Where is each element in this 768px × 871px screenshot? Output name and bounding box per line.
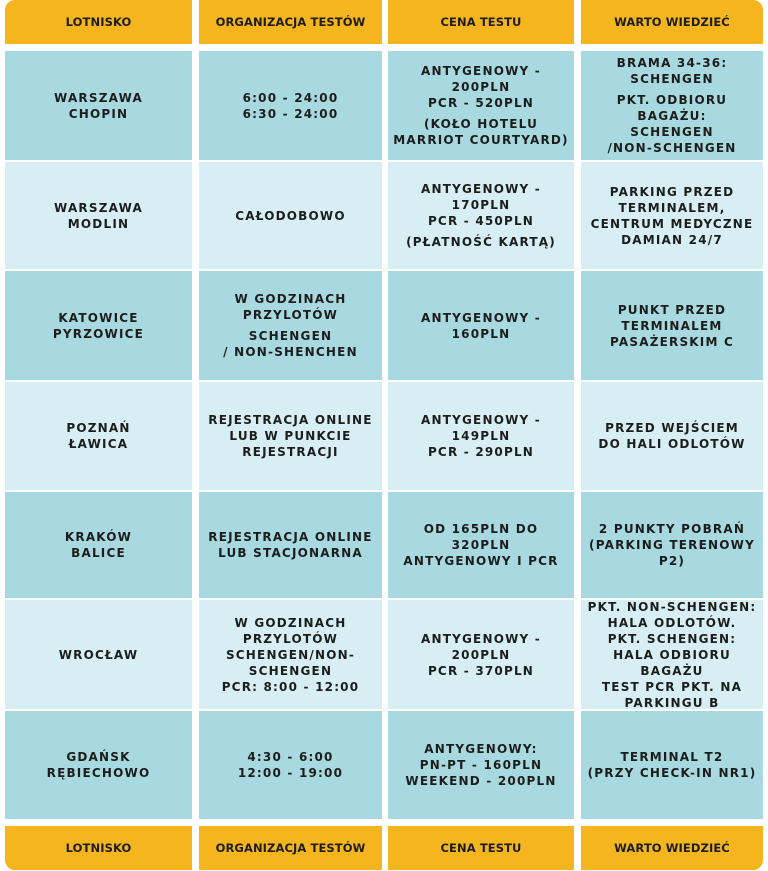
text-line: MARRIOT COURTYARD) bbox=[393, 133, 569, 147]
airport-cell bbox=[5, 271, 192, 380]
text-line: PCR - 450PLN bbox=[427, 214, 535, 228]
text-line: PCR - 290PLN bbox=[427, 445, 535, 459]
airport-name-line: GDAŃSK bbox=[66, 750, 131, 764]
airport-name-line: WROCŁAW bbox=[58, 647, 139, 662]
text-line: PCR: 8:00 - 12:00 bbox=[221, 679, 360, 694]
text-line: PKT. NON-SCHENGEN: bbox=[587, 599, 757, 614]
test-price-cell bbox=[388, 162, 574, 269]
good-to-know-cell bbox=[581, 492, 763, 598]
text-line: PKT. ODBIORU bbox=[616, 93, 728, 107]
text-block bbox=[588, 749, 757, 781]
text-line: TERMINALEM bbox=[621, 318, 723, 333]
text-block bbox=[607, 92, 736, 156]
text-line: ANTYGENOWY: bbox=[424, 742, 538, 756]
table-row bbox=[5, 711, 763, 819]
test-price-cell bbox=[388, 271, 574, 380]
text-line: BRAMA 34-36: bbox=[616, 56, 728, 70]
airport-name-line: WARSZAWA bbox=[54, 90, 143, 105]
test-organization-cell bbox=[199, 382, 382, 490]
airport-name-line: ŁAWICA bbox=[68, 437, 129, 451]
good-to-know-cell bbox=[581, 51, 763, 160]
test-organization-cell bbox=[199, 711, 382, 819]
text-line: ANTYGENOWY - 170PLN bbox=[421, 182, 541, 212]
airport-name-line: CHOPIN bbox=[68, 106, 129, 121]
text-block bbox=[392, 631, 570, 679]
text-line: 4:30 - 6:00 bbox=[247, 750, 334, 764]
text-line: CAŁODOBOWO bbox=[235, 208, 346, 223]
text-block bbox=[208, 529, 372, 561]
test-organization-cell bbox=[199, 162, 382, 269]
airport-cell bbox=[5, 600, 192, 709]
text-line: TERMINAL T2 bbox=[620, 750, 724, 764]
text-line: HALA ODBIORU BAGAŻU bbox=[613, 647, 731, 678]
airport-name-line: BALICE bbox=[71, 546, 126, 560]
text-line: 6:00 - 24:00 bbox=[242, 90, 339, 105]
table-row bbox=[5, 600, 763, 709]
text-block bbox=[392, 521, 570, 569]
text-line: TERMINALEM, bbox=[618, 200, 726, 215]
text-block bbox=[223, 328, 358, 360]
table-footer bbox=[5, 826, 763, 870]
text-block bbox=[235, 208, 346, 224]
airport-cell bbox=[5, 162, 192, 269]
header-test-price: CENA TESTU bbox=[388, 0, 574, 44]
text-line: /NON-SCHENGEN bbox=[607, 141, 737, 155]
text-line: REJESTRACJA ONLINE bbox=[208, 530, 373, 544]
test-organization-cell bbox=[199, 271, 382, 380]
text-line: PARKINGU B bbox=[624, 695, 720, 710]
text-line: OD 165PLN DO 320PLN bbox=[423, 522, 539, 552]
text-line: BAGAŻU: bbox=[637, 109, 707, 123]
airport-name-line: KRAKÓW bbox=[64, 530, 133, 544]
text-line: SCHENGEN bbox=[630, 72, 714, 86]
text-line: PUNKT PRZED bbox=[617, 302, 727, 317]
text-line: PASAŻERSKIM C bbox=[610, 334, 734, 349]
airport-name-line: RĘBIECHOWO bbox=[46, 766, 151, 780]
good-to-know-cell bbox=[581, 271, 763, 380]
footer-airport: LOTNISKO bbox=[5, 826, 192, 870]
text-line: 12:00 - 19:00 bbox=[237, 766, 344, 780]
table-row bbox=[5, 492, 763, 598]
text-line: HALA ODLOTÓW. bbox=[607, 615, 737, 630]
text-block bbox=[392, 181, 570, 229]
footer-good-to-know: WARTO WIEDZIEĆ bbox=[581, 826, 763, 870]
header-test-organization: ORGANIZACJA TESTÓW bbox=[199, 0, 382, 44]
text-line: WEEKEND - 200PLN bbox=[405, 774, 557, 788]
text-line: SCHENGEN bbox=[248, 329, 333, 343]
test-price-cell bbox=[388, 600, 574, 709]
airport-name-line: POZNAŃ bbox=[66, 421, 131, 435]
test-price-cell bbox=[388, 51, 574, 160]
text-block bbox=[222, 615, 360, 695]
text-block bbox=[405, 741, 556, 789]
good-to-know-cell bbox=[581, 382, 763, 490]
text-block bbox=[610, 302, 734, 350]
text-line: ANTYGENOWY I PCR bbox=[403, 554, 559, 568]
text-block bbox=[591, 184, 754, 248]
text-line: ANTYGENOWY - 200PLN bbox=[421, 64, 541, 94]
text-line: CENTRUM MEDYCZNE bbox=[590, 216, 754, 231]
text-line: (KOŁO HOTELU bbox=[423, 117, 539, 131]
text-block bbox=[238, 749, 343, 781]
text-line: PRZYLOTÓW bbox=[242, 308, 339, 322]
table-row bbox=[5, 51, 763, 160]
header-good-to-know: WARTO WIEDZIEĆ bbox=[581, 0, 763, 44]
good-to-know-cell bbox=[581, 162, 763, 269]
text-block bbox=[406, 234, 556, 250]
text-line: W GODZINACH bbox=[234, 615, 347, 630]
airport-name-line: KATOWICE bbox=[58, 310, 139, 325]
text-line: PN-PT - 160PLN bbox=[419, 758, 543, 772]
text-line: PRZYLOTÓW bbox=[242, 631, 339, 646]
text-block bbox=[585, 599, 759, 711]
airport-cell bbox=[5, 492, 192, 598]
text-block bbox=[243, 90, 339, 122]
text-line: SCHENGEN/NON- bbox=[225, 647, 356, 662]
footer-test-organization: ORGANIZACJA TESTÓW bbox=[199, 826, 382, 870]
airport-name-line: PYRZOWICE bbox=[52, 326, 145, 341]
text-line: DO HALI ODLOTÓW bbox=[598, 437, 746, 451]
text-block bbox=[393, 116, 569, 148]
test-organization-cell bbox=[199, 600, 382, 709]
text-line: 2 PUNKTY POBRAŃ bbox=[598, 522, 746, 536]
text-line: PCR - 520PLN bbox=[427, 96, 535, 110]
text-line: / NON-SHENCHEN bbox=[223, 345, 358, 359]
good-to-know-cell bbox=[581, 600, 763, 709]
text-block bbox=[392, 63, 570, 111]
test-price-cell bbox=[388, 382, 574, 490]
text-block bbox=[208, 412, 372, 460]
text-line: TEST PCR PKT. NA bbox=[601, 679, 743, 694]
table-row bbox=[5, 162, 763, 269]
text-block bbox=[392, 310, 570, 342]
text-line: SCHENGEN bbox=[248, 663, 333, 678]
text-line: ANTYGENOWY - 200PLN bbox=[421, 631, 541, 662]
text-line: LUB STACJONARNA bbox=[218, 546, 363, 560]
text-line: REJESTRACJI bbox=[242, 445, 339, 459]
text-line: PARKING PRZED bbox=[609, 184, 735, 199]
text-line: (PARKING TERENOWY P2) bbox=[589, 538, 755, 568]
text-block bbox=[585, 521, 759, 569]
footer-test-price: CENA TESTU bbox=[388, 826, 574, 870]
text-line: (PRZY CHECK-IN NR1) bbox=[587, 766, 757, 780]
airport-cell bbox=[5, 711, 192, 819]
text-block bbox=[617, 55, 728, 87]
test-price-cell bbox=[388, 492, 574, 598]
text-line: (PŁATNOŚĆ KARTĄ) bbox=[406, 235, 556, 249]
airport-cell bbox=[5, 51, 192, 160]
text-line: PCR - 370PLN bbox=[427, 663, 535, 678]
test-organization-cell bbox=[199, 492, 382, 598]
text-line: LUB W PUNKCIE bbox=[229, 429, 352, 443]
table-row bbox=[5, 382, 763, 490]
text-line: SCHENGEN bbox=[630, 125, 714, 139]
test-organization-cell bbox=[199, 51, 382, 160]
header-airport: LOTNISKO bbox=[5, 0, 192, 44]
text-line: W GODZINACH bbox=[234, 292, 347, 306]
airport-name-line: MODLIN bbox=[67, 216, 130, 231]
test-price-cell bbox=[388, 711, 574, 819]
table-row bbox=[5, 271, 763, 380]
text-line: ANTYGENOWY - 160PLN bbox=[421, 310, 541, 341]
airport-name-line: WARSZAWA bbox=[54, 200, 143, 215]
text-line: 6:30 - 24:00 bbox=[242, 106, 339, 121]
text-line: REJESTRACJA ONLINE bbox=[208, 413, 373, 427]
text-block bbox=[235, 291, 347, 323]
table-header bbox=[5, 0, 763, 44]
text-block bbox=[598, 420, 745, 452]
text-line: DAMIAN 24/7 bbox=[621, 232, 723, 247]
text-block bbox=[392, 412, 570, 460]
text-line: PRZED WEJŚCIEM bbox=[605, 421, 739, 435]
good-to-know-cell bbox=[581, 711, 763, 819]
text-line: ANTYGENOWY - 149PLN bbox=[421, 413, 541, 443]
text-line: PKT. SCHENGEN: bbox=[607, 631, 737, 646]
airport-cell bbox=[5, 382, 192, 490]
